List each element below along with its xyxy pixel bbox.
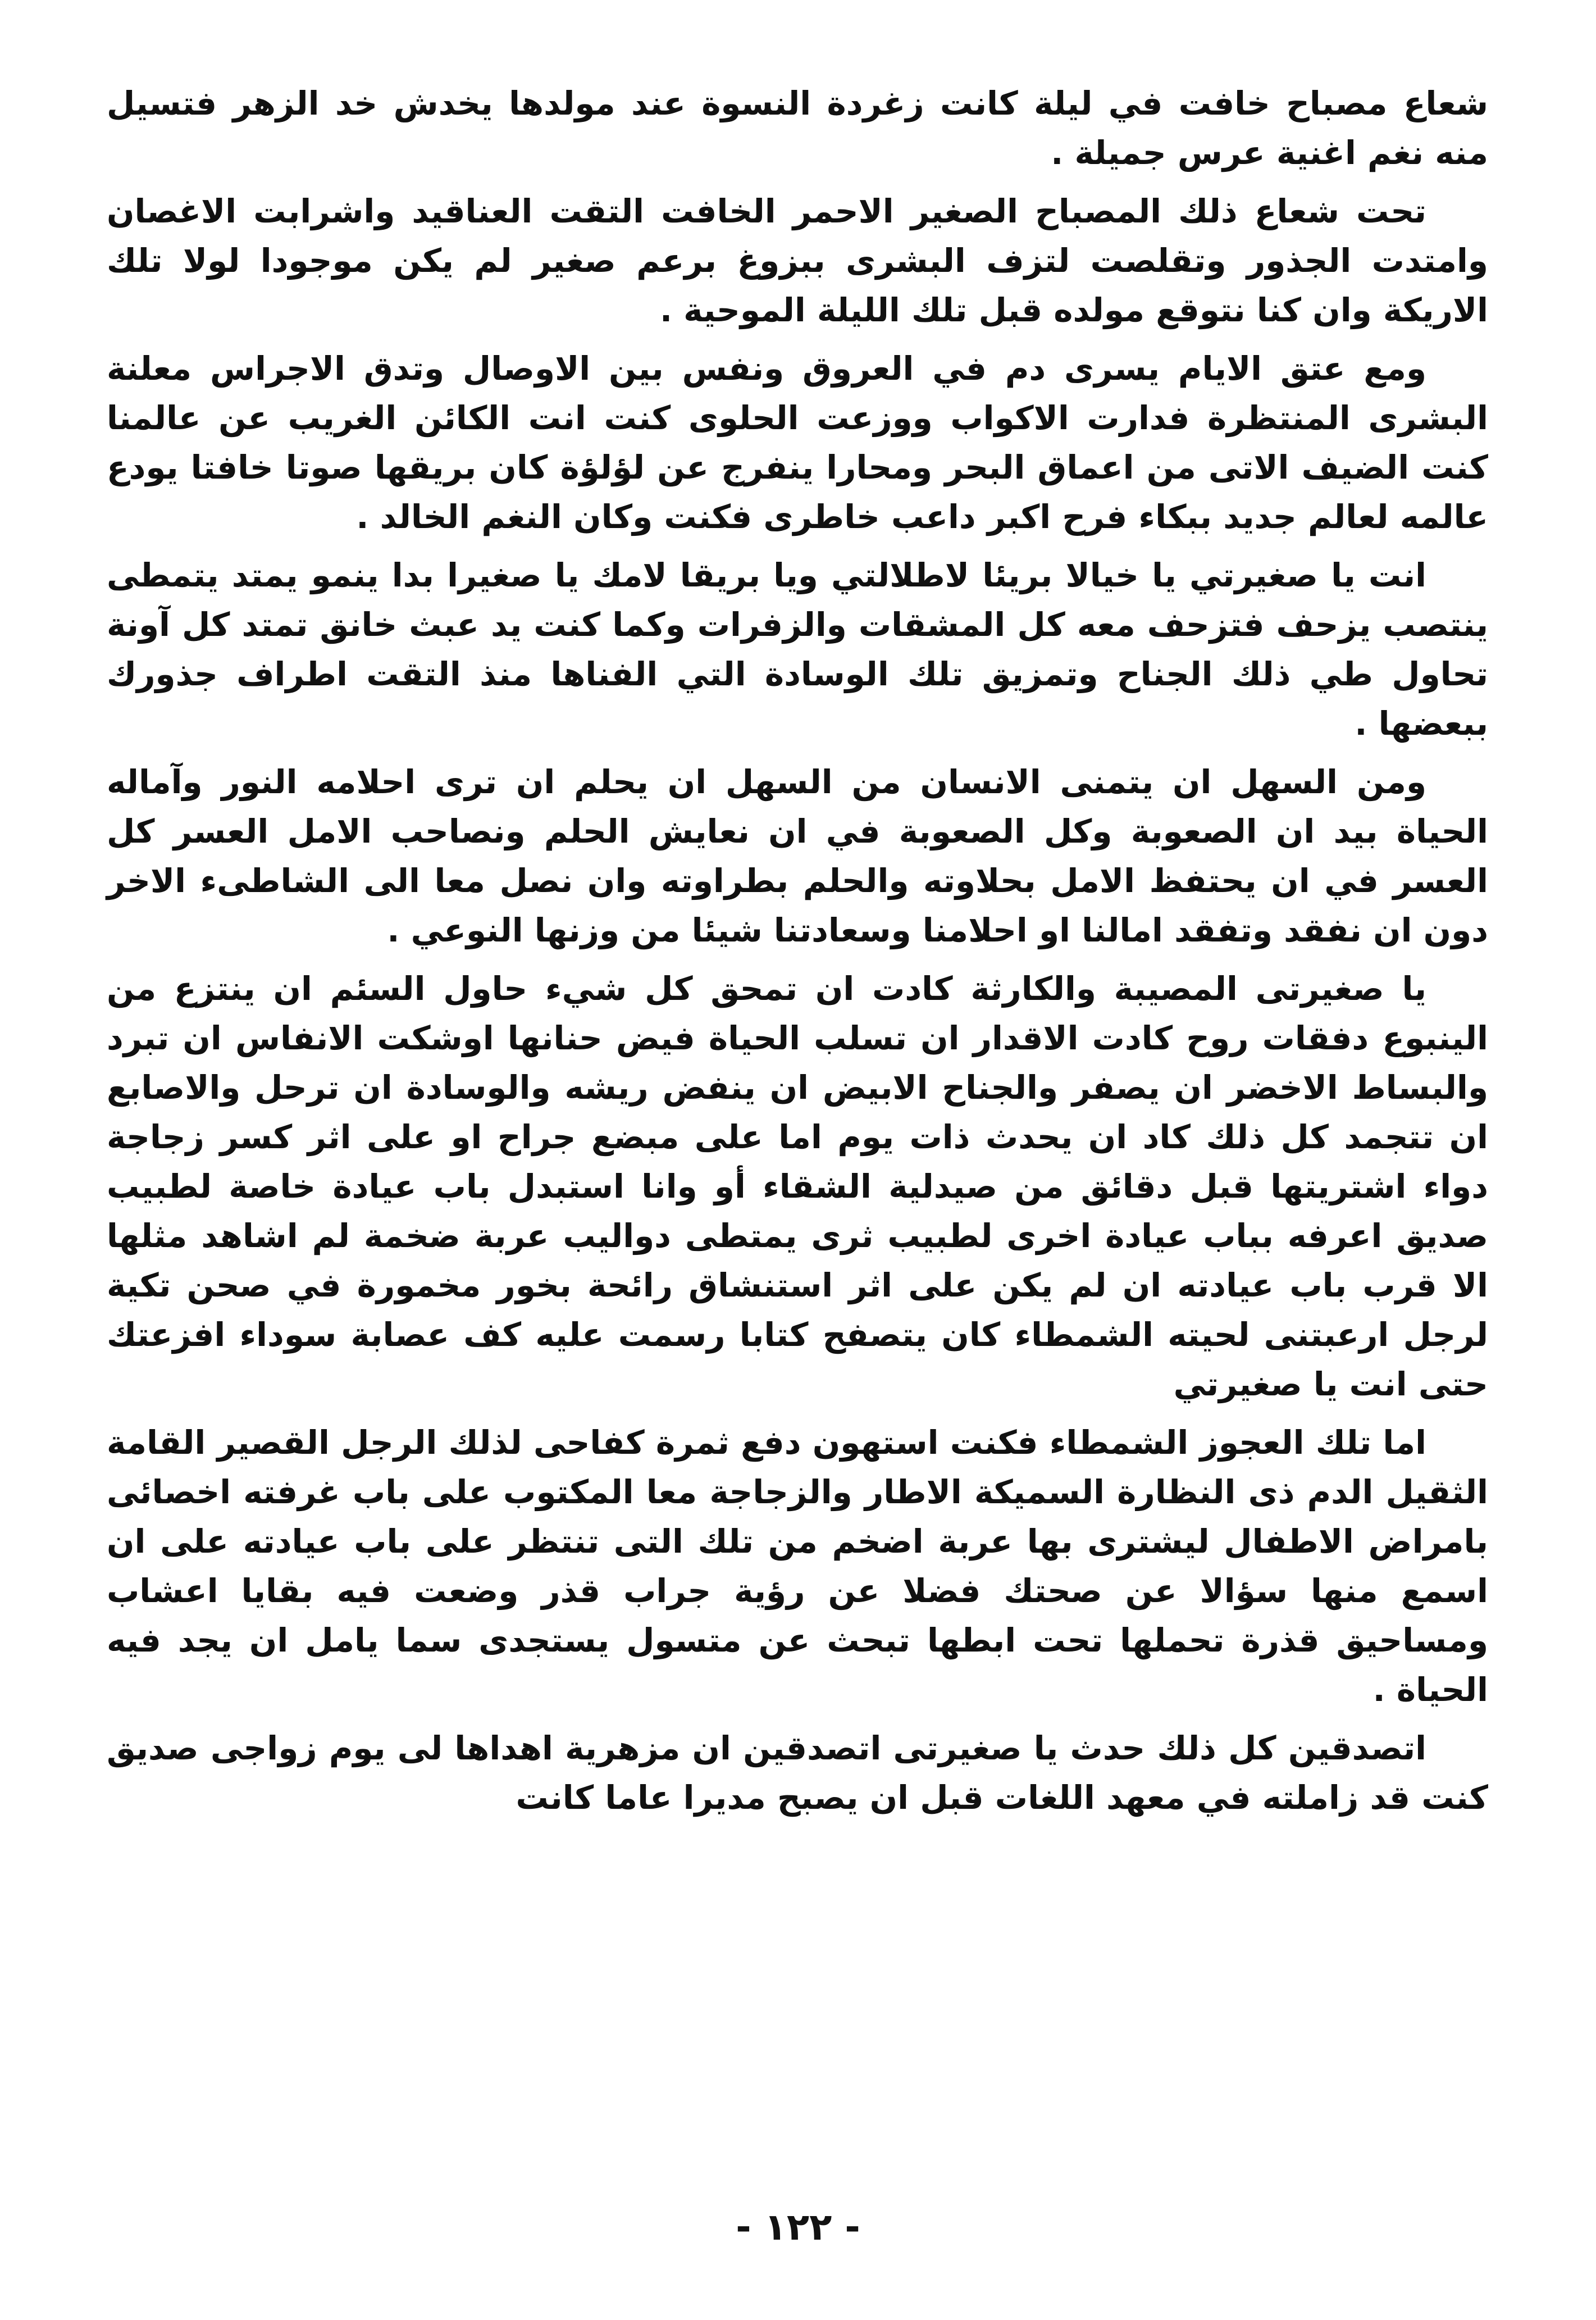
body-text	[107, 79, 1488, 2191]
paragraph-1: شعاع مصباح خافت في ليلة كانت زغردة النسوة عند مولدها يخدش خد الزهر فتسيل منه نغم اغنية عرس جميلة .	[107, 84, 1488, 172]
paragraph-8: اتصدقين كل ذلك حدث يا صغيرتى اتصدقين ان مزهرية اهداها لى يوم زواجى صديق كنت قد زاملته في معهد اللغات قبل ان يصبح مديرا عاما كانت	[107, 1729, 1488, 1817]
page-number: - ١٢٢ -	[736, 2205, 860, 2249]
paragraph-2: تحت شعاع ذلك المصباح الصغير الاحمر الخافت التقت العناقيد واشرابت الاغصان وامتدت الجذور وتقلصت لتزف البشرى ببزوغ برعم صغير لم يكن موجودا لولا تلك الاريكة وان كنا نتوقع مولده قبل تلك الليلة الموحية .	[107, 192, 1488, 329]
paragraph-4: انت يا صغيرتي يا خيالا بريئا لاطلالتي ويا بريقا لامك يا صغيرا بدا ينمو يمتد يتمطى ينتصب يزحف فتزحف معه كل المشقات والزفرات وكما كنت يد عبث خانق تمتد كل آونة تحاول طي ذلك الجناح وتمزيق تلك الوسادة التي الفناها منذ التقت اطراف جذورك ببعضها .	[107, 556, 1488, 743]
paragraph-6: يا صغيرتى المصيبة والكارثة كادت ان تمحق كل شيء حاول السئم ان ينتزع من الينبوع دفقات روح كادت الاقدار ان تسلب الحياة فيض حنانها اوشكت الانفاس ان تبرد والبساط الاخضر ان يصفر والجناح الابيض ان ينفض ريشه والوسادة ان ترحل والاصابع ان تتجمد كل ذلك كاد ان يحدث ذات يوم اما على مبضع جراح او على اثر كسر زجاجة دواء اشتريتها قبل دقائق من صيدلية الشقاء أو وانا استبدل باب عيادة خاصة لطبيب صديق اعرفه بباب عيادة اخرى لطبيب ثرى يمتطى دواليب عربة ضخمة لم اشاهد مثلها الا قرب باب عيادته ان لم يكن على اثر استنشاق رائحة بخور مخمورة في صحن تكية لرجل ارعبتنى لحيته الشمطاء كان يتصفح كتابا رسمت عليه كف عصابة سوداء افزعتك حتى انت يا صغيرتي	[107, 970, 1488, 1403]
paragraph-3: ومع عتق الايام يسرى دم في العروق ونفس بين الاوصال وتدق الاجراس معلنة البشرى المنتظرة فدارت الاكواب ووزعت الحلوى كنت انت الكائن الغريب عن عالمنا كنت الضيف الاتى من اعماق البحر ومحارا ينفرج عن لؤلؤة كان بريقها صوتا خافتا يودع عالمه لعالم جديد ببكاء فرح اكبر داعب خاطرى فكنت وكان النغم الخالد .	[107, 349, 1488, 536]
paragraph-5: ومن السهل ان يتمنى الانسان من السهل ان يحلم ان ترى احلامه النور وآماله الحياة بيد ان الصعوبة وكل الصعوبة في ان نعايش الحلم ونصاحب الامل العسر كل العسر في ان يحتفظ الامل بحلاوته والحلم بطراوته وان نصل معا الى الشاطىء الاخر دون ان نفقد وتفقد امالنا او احلامنا وسعادتنا شيئا من وزنها النوعي .	[107, 763, 1488, 949]
paragraph-7: اما تلك العجوز الشمطاء فكنت استهون دفع ثمرة كفاحى لذلك الرجل القصير القامة الثقيل الدم ذى النظارة السميكة الاطار والزجاجة معا المكتوب على باب غرفته اخصائى بامراض الاطفال ليشترى بها عربة اضخم من تلك التى تنتظر على باب عيادته على ان اسمع منها سؤالا عن صحتك فضلا عن رؤية جراب قذر وضعت فيه بقايا اعشاب ومساحيق قذرة تحملها تحت ابطها تبحث عن متسول يستجدى سما يامل ان يجد فيه الحياة .	[107, 1423, 1488, 1709]
